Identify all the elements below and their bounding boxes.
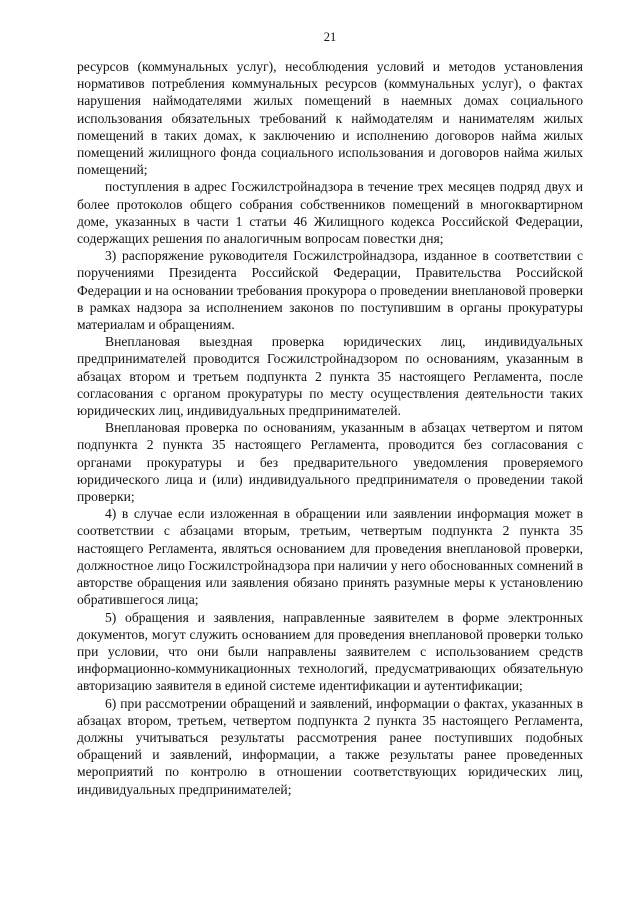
paragraph-unscheduled-onsite: Внеплановая выездная проверка юридических лиц, индивидуальных предпринимателей проводится Госжилстройнадзором по основаниям, указанным в абзацах втором и третьем подпункта 2 пункта 35 настоящего Регламента, после согласования с органом прокуратуры по месту осуществления деятельности таких юридических лиц, индивидуальных предпринимателей. bbox=[77, 334, 583, 419]
paragraph-continuation: ресурсов (коммунальных услуг), несоблюдения условий и методов установления нормативов потребления коммунальных ресурсов (коммунальных услуг), о фактах нарушения наймодателями жилых помещений в наемных домах социального использования обязательных требований к наймодателям и нанимателям жилых помещений в таких домах, к заключению и исполнению договоров найма жилых помещений жилищного фонда социального использования и договоров найма жилых помещений; bbox=[77, 59, 583, 178]
paragraph-item-5: 5) обращения и заявления, направленные заявителем в форме электронных документов, могут служить основанием для проведения внеплановой проверки только при условии, что они были направлены заявителем с использованием средств информационно-коммуникационных технологий, предусматривающих обязательную авторизацию заявителя в единой системе идентификации и аутентификации; bbox=[77, 609, 583, 694]
paragraph-item-4: 4) в случае если изложенная в обращении или заявлении информация может в соответствии с абзацами вторым, третьим, четвертым подпункта 2 пункта 35 настоящего Регламента, являться основанием для проведения внеплановой проверки, должностное лицо Госжилстройнадзора при наличии у него обоснованных сомнений в авторстве обращения или заявления обязано принять разумные меры к установлению обратившегося лица; bbox=[77, 506, 583, 608]
paragraph-item-6: 6) при рассмотрении обращений и заявлений, информации о фактах, указанных в абзацах втором, третьем, четвертом подпункта 2 пункта 35 настоящего Регламента, должны учитываться результаты рассмотрения ранее поступивших подобных обращений и заявлений, информации, а также результаты ранее проведенных мероприятий по контролю в отношении соответствующих юридических лиц, индивидуальных предпринимателей; bbox=[77, 695, 583, 797]
page-number: 21 bbox=[323, 30, 337, 44]
paragraph-item-3: 3) распоряжение руководителя Госжилстройнадзора, изданное в соответствии с поручениями Президента Российской Федерации, Правительства Российской Федерации и на основании требования прокурора о проведении внеплановой проверки в рамках надзора за исполнением законов по поступившим в органы прокуратуры материалам и обращениям. bbox=[77, 248, 583, 333]
paragraph-protocols: поступления в адрес Госжилстройнадзора в течение трех месяцев подряд двух и более протоколов общего собрания собственников помещений в многоквартирном доме, указанных в части 1 статьи 46 Жилищного кодекса Российской Федерации, содержащих решения по аналогичным вопросам повестки дня; bbox=[77, 179, 583, 247]
paragraph-unscheduled-no-approval: Внеплановая проверка по основаниям, указанным в абзацах четвертом и пятом подпункта 2 пункта 35 настоящего Регламента, проводится без согласования с органами прокуратуры и без предварительного уведомления проверяемого юридического лица и (или) индивидуального предпринимателя о проведении такой проверки; bbox=[77, 420, 583, 505]
